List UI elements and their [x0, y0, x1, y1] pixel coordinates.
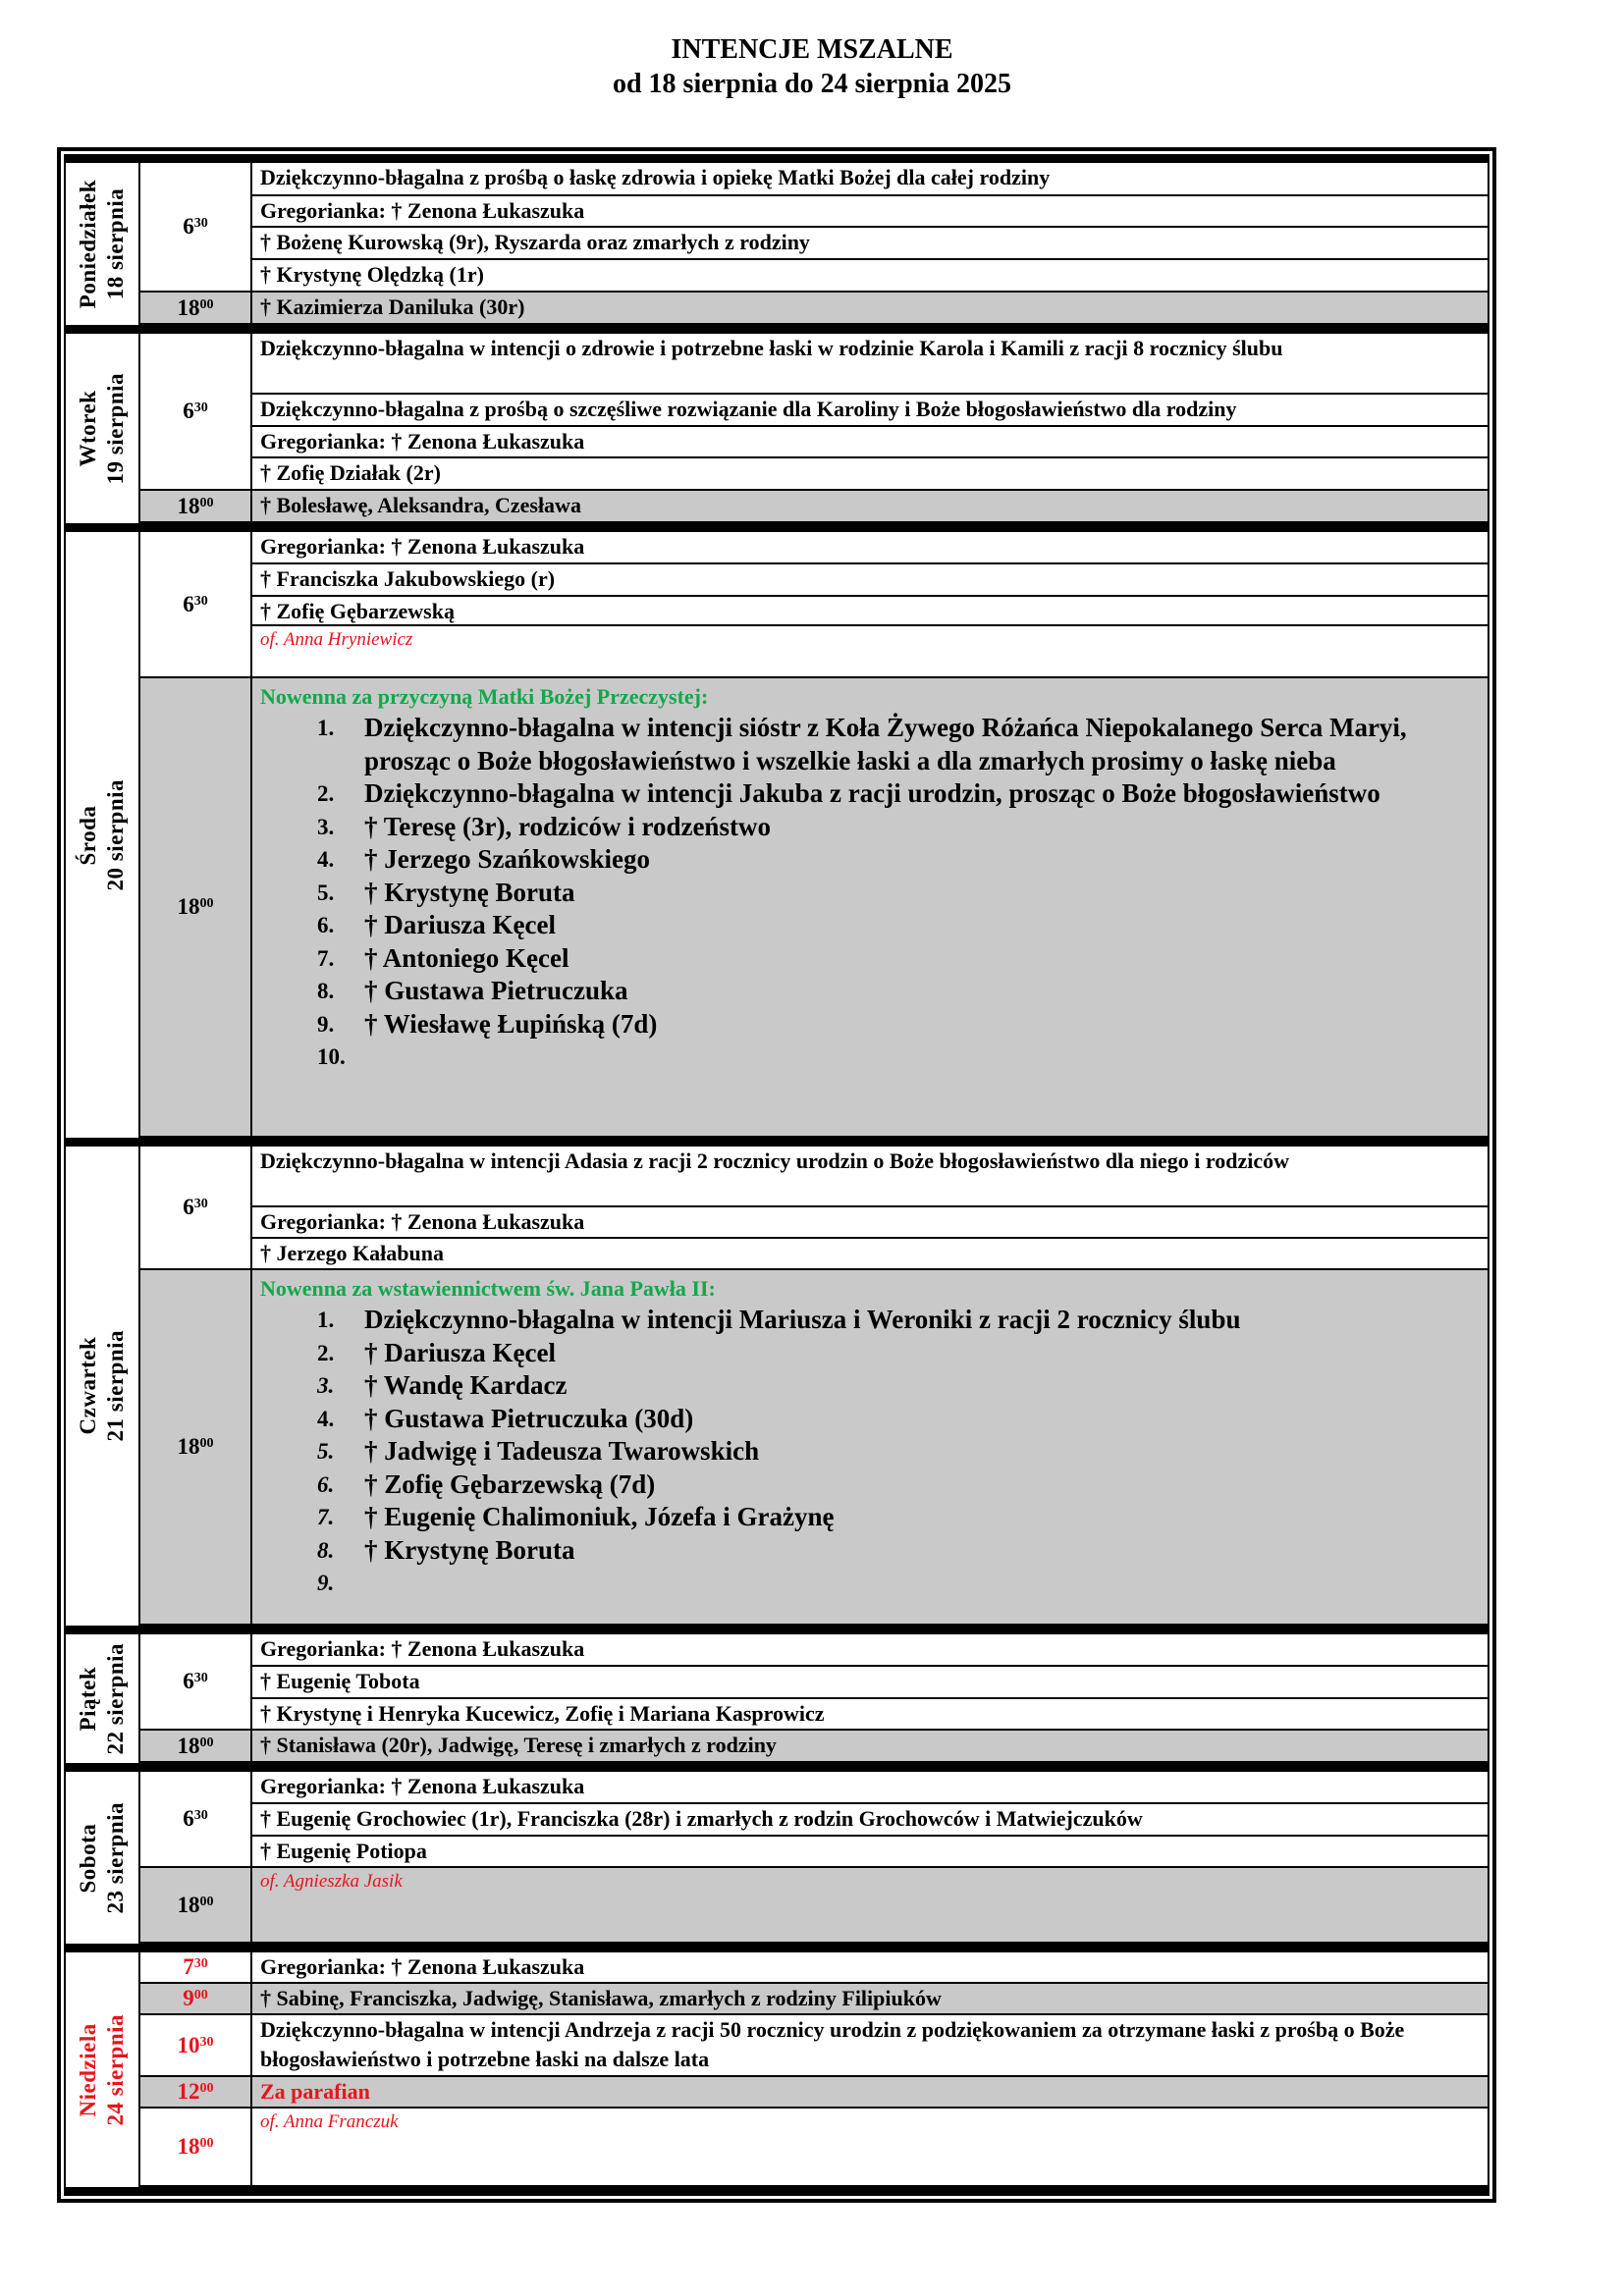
- day-date: 21 sierpnia: [103, 1330, 128, 1442]
- item-text: † Gustawa Pietruczuka: [364, 976, 628, 1005]
- day-date: 22 sierpnia: [103, 1642, 128, 1755]
- day-block: [64, 163, 1489, 325]
- day-cell: [66, 1634, 140, 1763]
- day-label: [75, 1802, 130, 1913]
- intention-row: Gregorianka: † Zenona Łukaszuka: [252, 427, 1488, 458]
- mass-time: [140, 2015, 252, 2077]
- item-number: 6.: [317, 1471, 335, 1497]
- intention-row: † Eugenię Potiopa: [252, 1837, 1488, 1868]
- time-minutes: 00: [199, 296, 214, 312]
- page-title: INTENCJE MSZALNE: [671, 34, 953, 65]
- item-text: † Krystynę Boruta: [364, 877, 575, 907]
- time-minutes: 00: [199, 2136, 214, 2151]
- day-cell: [66, 1952, 140, 2187]
- day-block: [64, 532, 1489, 1138]
- day-name: Poniedziałek: [76, 179, 100, 309]
- novena-item: [317, 1403, 1480, 1436]
- intention-row: Gregorianka: † Zenona Łukaszuka: [252, 196, 1488, 228]
- time-hour: 18: [177, 493, 200, 518]
- time-minutes: 00: [199, 2081, 214, 2096]
- day-name: Piątek: [76, 1666, 100, 1732]
- time-minutes: 30: [199, 2034, 214, 2050]
- intention-row: Gregorianka: † Zenona Łukaszuka: [252, 1952, 1488, 1984]
- day-name: Środa: [76, 805, 100, 865]
- time-minutes: 00: [199, 495, 214, 510]
- item-text: † Eugenię Chalimoniuk, Józefa i Grażynę: [364, 1502, 835, 1531]
- day-name: Czwartek: [76, 1337, 100, 1435]
- time-minutes: 00: [199, 1436, 214, 1451]
- time-minutes: 30: [193, 1671, 208, 1685]
- mass-time: [140, 1772, 252, 1868]
- day-label: [75, 1330, 130, 1441]
- item-number: 8.: [317, 1537, 335, 1563]
- item-number: 1.: [317, 716, 335, 740]
- novena-item: [317, 877, 1480, 910]
- time-minutes: 30: [193, 1197, 208, 1211]
- time-hour: 6: [183, 399, 194, 423]
- item-text: Dziękczynno-błagalna w intencji Mariusza i Weroniki z racji 2 rocznicy ślubu: [364, 1305, 1241, 1334]
- day-label: [75, 180, 130, 308]
- day-separator: [64, 523, 1489, 532]
- item-number: 5.: [317, 1439, 335, 1464]
- intention-row: † Zofię Gębarzewską: [252, 597, 1488, 626]
- item-text: † Dariusza Kęcel: [364, 910, 556, 939]
- time-minutes: 00: [199, 1894, 214, 1909]
- day-cell: [66, 1147, 140, 1626]
- novena-item: [317, 942, 1480, 976]
- day-label: [75, 1643, 130, 1754]
- item-text: † Jerzego Szańkowskiego: [364, 844, 650, 874]
- novena-item: [317, 712, 1480, 777]
- day-separator: [64, 1763, 1489, 1772]
- time-hour: 18: [177, 1733, 200, 1758]
- day-date: 23 sierpnia: [103, 1801, 128, 1914]
- intention-row: Gregorianka: † Zenona Łukaszuka: [252, 1207, 1488, 1239]
- intentions-table: [57, 147, 1496, 2203]
- time-hour: 18: [177, 1434, 200, 1459]
- intention-row: Gregorianka: † Zenona Łukaszuka: [252, 1634, 1488, 1667]
- item-number: 10.: [317, 1044, 346, 1069]
- intention-row: † Krystynę Olędzką (1r): [252, 260, 1488, 293]
- item-text: † Zofię Gębarzewską (7d): [364, 1468, 656, 1499]
- mass-time: [140, 532, 252, 678]
- item-number: 7.: [317, 945, 335, 971]
- novena-item: [317, 975, 1480, 1008]
- intention-row: Dziękczynno-błagalna w intencji Andrzeja z racji 50 rocznicy urodzin z podziękowaniem za otrzymane łaski z prośbą o Boże błogosławieństwo i potrzebne łaski na dalsze lata: [252, 2015, 1488, 2077]
- time-minutes: 00: [199, 896, 214, 911]
- time-minutes: 30: [193, 400, 208, 415]
- time-minutes: 30: [193, 593, 208, 609]
- intention-row: † Sabinę, Franciszka, Jadwigę, Stanisława, zmarłych z rodziny Filipiuków: [252, 1984, 1488, 2015]
- intention-row: † Eugenię Grochowiec (1r), Franciszka (28r) i zmarłych z rodzin Grochowców i Matwiejczuków: [252, 1804, 1488, 1837]
- mass-time: [140, 1634, 252, 1731]
- day-date: 19 sierpnia: [103, 372, 128, 485]
- novena-list: [260, 1304, 1480, 1600]
- novena-item: [317, 1008, 1480, 1041]
- item-text: † Teresę (3r), rodziców i rodzeństwo: [364, 811, 771, 841]
- novena-item: [317, 1501, 1480, 1534]
- intention-row: † Zofię Działak (2r): [252, 458, 1488, 491]
- item-text: Dziękczynno-błagalna w intencji sióstr z Koła Żywego Różańca Niepokalanego Serca Maryi, prosząc o Boże błogosławieństwo i wszelkie łaski a dla zmarłych prosimy o łaskę nieba: [364, 713, 1407, 775]
- novena-item: [317, 777, 1480, 811]
- mass-time: [140, 293, 252, 325]
- day-block: [64, 334, 1489, 523]
- item-number: 4.: [317, 847, 335, 872]
- day-separator: [64, 2187, 1489, 2196]
- item-text: † Gustawa Pietruczuka (30d): [364, 1403, 694, 1433]
- offered-by-note: of. Anna Franczuk: [252, 2109, 1488, 2187]
- intention-row: † Bolesławę, Aleksandra, Czesława: [252, 491, 1488, 523]
- intention-row: Za parafian: [252, 2077, 1488, 2109]
- time-hour: 18: [177, 294, 200, 320]
- mass-time: [140, 1984, 252, 2015]
- item-number: 6.: [317, 913, 335, 937]
- novena-item: [317, 843, 1480, 877]
- mass-time: [140, 2109, 252, 2187]
- novena-item: [317, 1304, 1480, 1337]
- time-minutes: 00: [199, 1735, 214, 1750]
- time-hour: 12: [177, 2079, 200, 2104]
- item-number: 8.: [317, 979, 335, 1003]
- time-hour: 9: [183, 1986, 194, 2010]
- time-minutes: 30: [193, 1956, 208, 1971]
- item-number: 3.: [317, 1373, 335, 1398]
- mass-time: [140, 1731, 252, 1763]
- intention-row: † Stanisława (20r), Jadwigę, Teresę i zmarłych z rodziny: [252, 1731, 1488, 1763]
- day-separator: [64, 1626, 1489, 1634]
- mass-time: [140, 334, 252, 491]
- day-date: 24 sierpnia: [103, 2013, 128, 2126]
- intention-row: † Eugenię Tobota: [252, 1667, 1488, 1699]
- day-block: [64, 1147, 1489, 1626]
- time-hour: 18: [177, 2134, 200, 2159]
- day-separator: [64, 325, 1489, 334]
- novena-item: [317, 1534, 1480, 1568]
- novena-item: [317, 1468, 1480, 1502]
- item-number: 9.: [317, 1011, 335, 1037]
- novena-item: [317, 811, 1480, 844]
- novena-title: Nowenna za przyczyną Matki Bożej Przeczystej:: [260, 684, 709, 709]
- novena-item: [317, 909, 1480, 942]
- day-label: [75, 373, 130, 484]
- mass-time: [140, 163, 252, 293]
- day-block: [64, 1634, 1489, 1763]
- item-number: 5.: [317, 880, 335, 905]
- item-text: † Wiesławę Łupińską (7d): [364, 1008, 658, 1039]
- item-number: 2.: [317, 781, 335, 806]
- day-date: 20 sierpnia: [103, 778, 128, 891]
- intention-row: Gregorianka: † Zenona Łukaszuka: [252, 1772, 1488, 1804]
- offered-by-note: of. Agnieszka Jasik: [252, 1868, 1488, 1944]
- time-hour: 7: [183, 1954, 194, 1979]
- novena-cell: [252, 1270, 1488, 1626]
- intention-row: Gregorianka: † Zenona Łukaszuka: [252, 532, 1488, 564]
- intention-row: Dziękczynno-błagalna w intencji o zdrowie i potrzebne łaski w rodzinie Karola i Kamili z racji 8 rocznicy ślubu: [252, 334, 1488, 395]
- item-number: 7.: [317, 1505, 335, 1529]
- item-number: 3.: [317, 814, 335, 839]
- day-name: Wtorek: [76, 390, 100, 467]
- time-hour: 6: [183, 1195, 194, 1219]
- item-text: † Krystynę Boruta: [364, 1534, 575, 1565]
- item-number: 9.: [317, 1571, 335, 1595]
- novena-title: Nowenna za wstawiennictwem św. Jana Pawła II:: [260, 1276, 716, 1301]
- novena-list: [260, 712, 1480, 1074]
- day-separator: [64, 154, 1489, 163]
- day-separator: [64, 1138, 1489, 1147]
- time-hour: 6: [183, 1669, 194, 1693]
- time-hour: 6: [183, 214, 194, 239]
- intention-row: † Franciszka Jakubowskiego (r): [252, 564, 1488, 597]
- mass-time: [140, 1868, 252, 1944]
- intention-row: Dziękczynno-błagalna w intencji Adasia z racji 2 rocznicy urodzin o Boże błogosławieństwo dla niego i rodziców: [252, 1147, 1488, 1207]
- time-hour: 18: [177, 1892, 200, 1917]
- time-hour: 10: [177, 2032, 200, 2057]
- time-hour: 6: [183, 591, 194, 616]
- time-minutes: 30: [193, 1808, 208, 1823]
- novena-item: [317, 1337, 1480, 1370]
- novena-item: [317, 1435, 1480, 1468]
- day-date: 18 sierpnia: [103, 187, 128, 300]
- novena-item: [317, 1369, 1480, 1403]
- offered-by-note: of. Anna Hryniewicz: [252, 626, 1488, 678]
- item-number: 2.: [317, 1340, 335, 1365]
- novena-item: [317, 1041, 1480, 1074]
- day-cell: [66, 334, 140, 523]
- day-label: [75, 779, 130, 890]
- day-cell: [66, 1772, 140, 1944]
- mass-time: [140, 1147, 252, 1270]
- mass-time: [140, 491, 252, 523]
- day-name: Niedziela: [76, 2022, 100, 2117]
- time-hour: 6: [183, 1806, 194, 1831]
- item-text: † Dariusza Kęcel: [364, 1337, 556, 1367]
- time-minutes: 30: [193, 216, 208, 231]
- item-number: 4.: [317, 1406, 335, 1431]
- intention-row: † Bożenę Kurowską (9r), Ryszarda oraz zmarłych z rodziny: [252, 228, 1488, 260]
- novena-item: [317, 1567, 1480, 1600]
- item-text: † Antoniego Kęcel: [364, 942, 569, 973]
- day-block: [64, 1952, 1489, 2187]
- mass-time: [140, 1952, 252, 1984]
- mass-time: [140, 2077, 252, 2109]
- day-cell: [66, 532, 140, 1138]
- time-hour: 18: [177, 894, 200, 919]
- page-subtitle: od 18 sierpnia do 24 sierpnia 2025: [612, 69, 1012, 99]
- novena-cell: [252, 678, 1488, 1138]
- intention-row: † Jerzego Kałabuna: [252, 1239, 1488, 1270]
- item-text: Dziękczynno-błagalna w intencji Jakuba z racji urodzin, prosząc o Boże błogosławieństwo: [364, 778, 1380, 808]
- day-block: [64, 1772, 1489, 1944]
- intention-row: Dziękczynno-błagalna z prośbą o łaskę zdrowia i opiekę Matki Bożej dla całej rodziny: [252, 163, 1488, 196]
- item-text: † Wandę Kardacz: [364, 1370, 568, 1400]
- time-minutes: 00: [193, 1988, 208, 2002]
- item-number: 1.: [317, 1308, 335, 1332]
- mass-time: [140, 678, 252, 1138]
- intention-row: † Kazimierza Daniluka (30r): [252, 293, 1488, 325]
- day-separator: [64, 1944, 1489, 1952]
- day-cell: [66, 163, 140, 325]
- item-text: † Jadwigę i Tadeusza Twarowskich: [364, 1436, 760, 1466]
- intention-row: Dziękczynno-błagalna z prośbą o szczęśliwe rozwiązanie dla Karoliny i Boże błogosławieństwo dla rodziny: [252, 395, 1488, 427]
- day-label: [75, 2014, 130, 2125]
- day-name: Sobota: [76, 1823, 100, 1893]
- mass-time: [140, 1270, 252, 1626]
- intention-row: † Krystynę i Henryka Kucewicz, Zofię i Mariana Kasprowicz: [252, 1699, 1488, 1731]
